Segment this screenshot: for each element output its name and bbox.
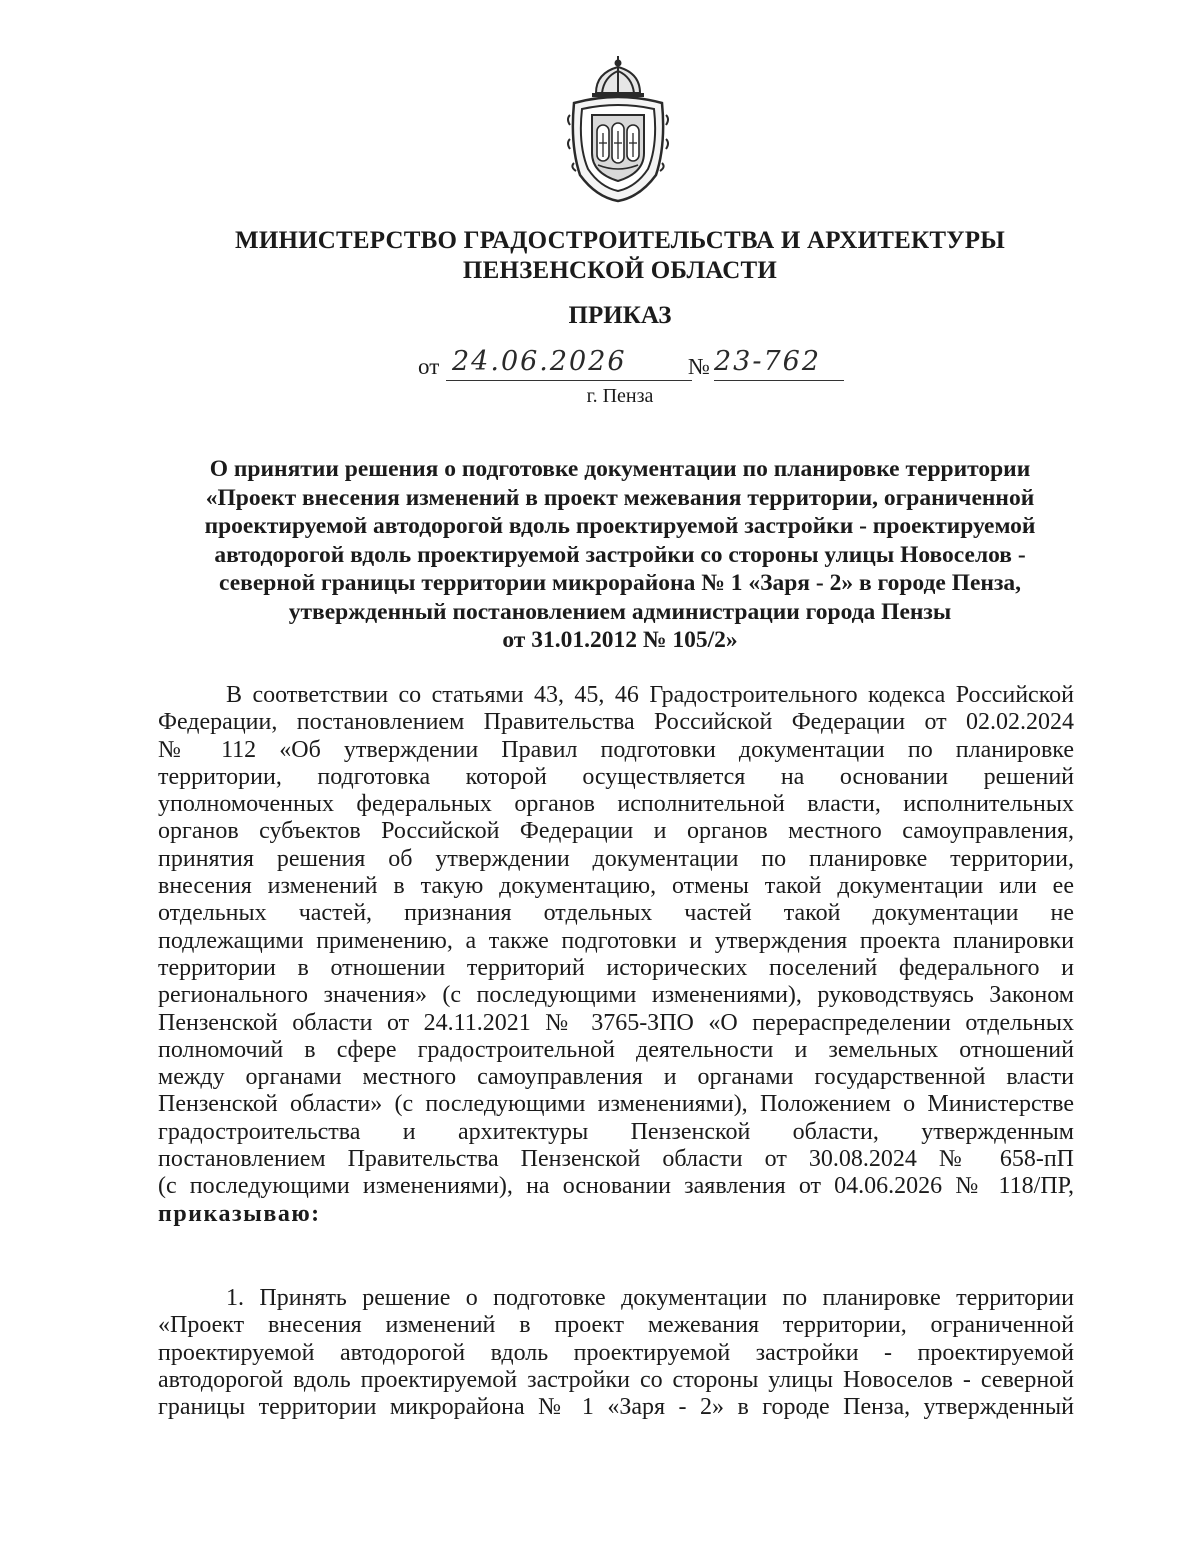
city: г. Пенза xyxy=(586,385,654,407)
text-line: подлежащими применению, а также подготовки и утверждения проекта планировки xyxy=(158,927,1074,954)
text-line: территории, подготовка которой осуществляется на основании решений xyxy=(158,763,1074,790)
text-line: органов субъектов Российской Федерации и органов местного самоуправления, xyxy=(158,818,1074,845)
date-underline xyxy=(446,380,692,381)
title-line: утвержденный постановлением администрации города Пензы xyxy=(288,598,952,625)
text-line: № 112 «Об утверждении Правил подготовки документации по планировке xyxy=(158,736,1074,763)
title-line: проектируемой автодорогой вдоль проектируемой застройки - проектируемой xyxy=(204,513,1036,539)
text-line: «Проект внесения изменений в проект межевания территории, ограниченной xyxy=(158,1312,1074,1339)
handwritten-date: 24.06.2026 xyxy=(452,346,627,377)
document-title xyxy=(150,455,1090,655)
text-line: внесения изменений в такую документацию, отмены такой документации или ее xyxy=(158,873,1074,900)
title-line: «Проект внесения изменений в проект межевания территории, ограниченной xyxy=(205,484,1035,511)
handwritten-number: 23-762 xyxy=(714,346,822,377)
text-line: регионального значения» (с последующими изменениями), руководствуясь Законом xyxy=(158,982,1074,1009)
text-line: автодорогой вдоль проектируемой застройки со стороны улицы Новоселов - северной xyxy=(158,1366,1074,1393)
document-type: ПРИКАЗ xyxy=(568,302,672,329)
penza-region-coat-of-arms-icon xyxy=(566,55,670,205)
text-line: принятия решения об утверждении документации по планировке территории, xyxy=(158,845,1074,872)
date-number-line xyxy=(418,346,848,388)
text-line: полномочий в сфере градостроительной деятельности и земельных отношений xyxy=(158,1036,1074,1063)
text-line: отдельных частей, признания отдельных частей такой документации не xyxy=(158,900,1074,927)
ministry-name-line2: ПЕНЗЕНСКОЙ ОБЛАСТИ xyxy=(462,257,778,284)
order-directive: приказываю: xyxy=(158,1200,321,1227)
text-line: уполномоченных федеральных органов исполнительной власти, исполнительных xyxy=(158,791,1074,818)
number-underline xyxy=(714,380,844,381)
title-line: автодорогой вдоль проектируемой застройки со стороны улицы Новоселов - xyxy=(214,541,1026,568)
ministry-name-line1: МИНИСТЕРСТВО ГРАДОСТРОИТЕЛЬСТВА И АРХИТЕКТУРЫ xyxy=(235,227,1005,254)
text-line: проектируемой автодорогой вдоль проектируемой застройки - проектируемой xyxy=(158,1339,1074,1366)
text-line: Пензенской области» (с последующими изменениями), Положением о Министерстве xyxy=(158,1091,1074,1118)
item-1-paragraph xyxy=(158,1285,1074,1421)
text-line: между органами местного самоуправления и органами государственной власти xyxy=(158,1064,1074,1091)
text-line: Федерации, постановлением Правительства Российской Федерации от 02.02.2024 xyxy=(158,709,1074,736)
text-line: градостроительства и архитектуры Пензенской области, утвержденным xyxy=(158,1118,1074,1145)
text-line: В соответствии со статьями 43, 45, 46 Градостроительного кодекса Российской xyxy=(226,682,1074,708)
text-line: (с последующими изменениями), на основании заявления от 04.06.2026 № 118/ПР, xyxy=(158,1173,1074,1200)
text-line: Пензенской области от 24.11.2021 № 3765-ЗПО «О перераспределении отдельных xyxy=(158,1009,1074,1036)
title-line: северной границы территории микрорайона № 1 «Заря - 2» в городе Пенза, xyxy=(218,570,1022,596)
text-line: 1. Принять решение о подготовке документации по планировке территории xyxy=(226,1285,1074,1311)
date-prefix: от xyxy=(418,354,440,379)
number-prefix: № xyxy=(688,354,710,379)
text-line: границы территории микрорайона № 1 «Заря - 2» в городе Пенза, утвержденный xyxy=(158,1394,1074,1421)
title-line: от 31.01.2012 № 105/2» xyxy=(502,627,738,653)
title-line: О принятии решения о подготовке документации по планировке территории xyxy=(209,456,1031,482)
preamble-paragraph xyxy=(158,682,1074,1228)
text-line: постановлением Правительства Пензенской области от 30.08.2024 № 658-пП xyxy=(158,1146,1074,1173)
text-line: территории в отношении территорий исторических поселений федерального и xyxy=(158,954,1074,981)
